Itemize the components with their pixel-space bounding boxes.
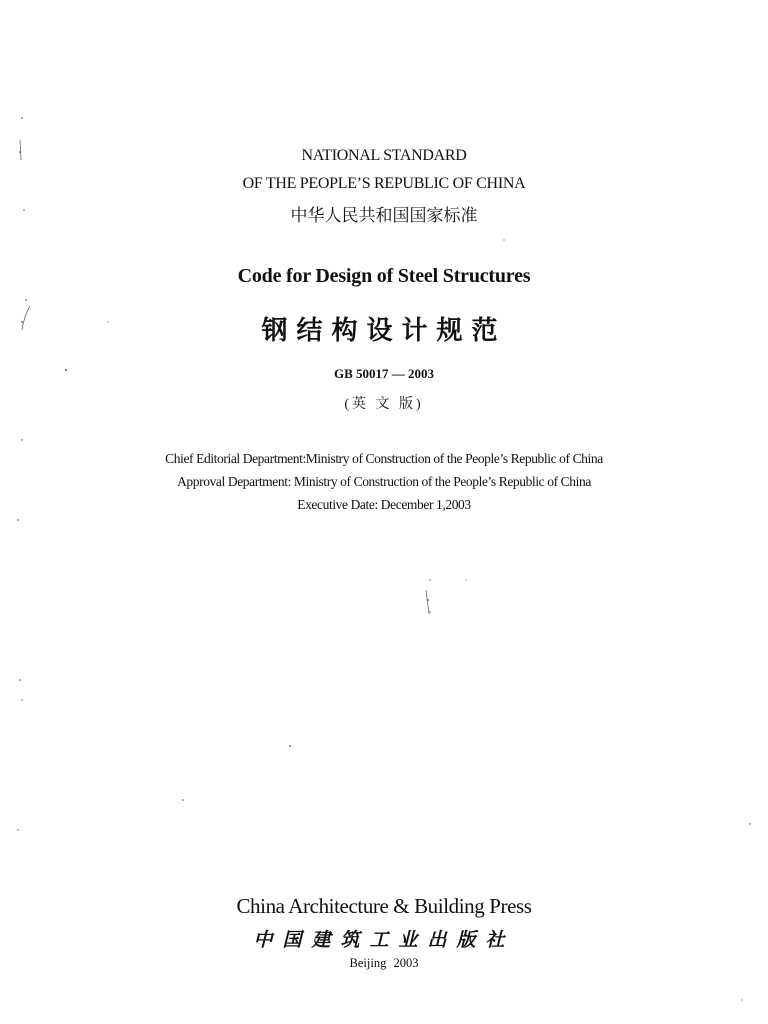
approval-department: Approval Department: Ministry of Construction of the People’s Republic of China	[177, 474, 591, 489]
executive-date: Executive Date: December 1,2003	[297, 497, 471, 512]
edition-label: (英 文 版)	[344, 397, 424, 412]
header-line-2: OF THE PEOPLE’S REPUBLIC OF CHINA	[242, 175, 526, 192]
publisher-city-year: Beijing 2003	[349, 956, 419, 970]
header-line-3: 中华人民共和国国家标准	[290, 206, 478, 225]
chief-editorial-department: Chief Editorial Department:Ministry of Construction of the People’s Republic of China	[165, 451, 603, 466]
document-title-english: Code for Design of Steel Structures	[237, 265, 531, 287]
standard-code: GB 50017 — 2003	[333, 366, 435, 381]
publisher-name-chinese: 中国建筑工业出版社	[253, 930, 515, 951]
document-title-chinese: 钢结构设计规范	[261, 316, 507, 345]
publisher-name-english: China Architecture & Building Press	[236, 894, 532, 918]
header-line-1: NATIONAL STANDARD	[301, 147, 467, 164]
